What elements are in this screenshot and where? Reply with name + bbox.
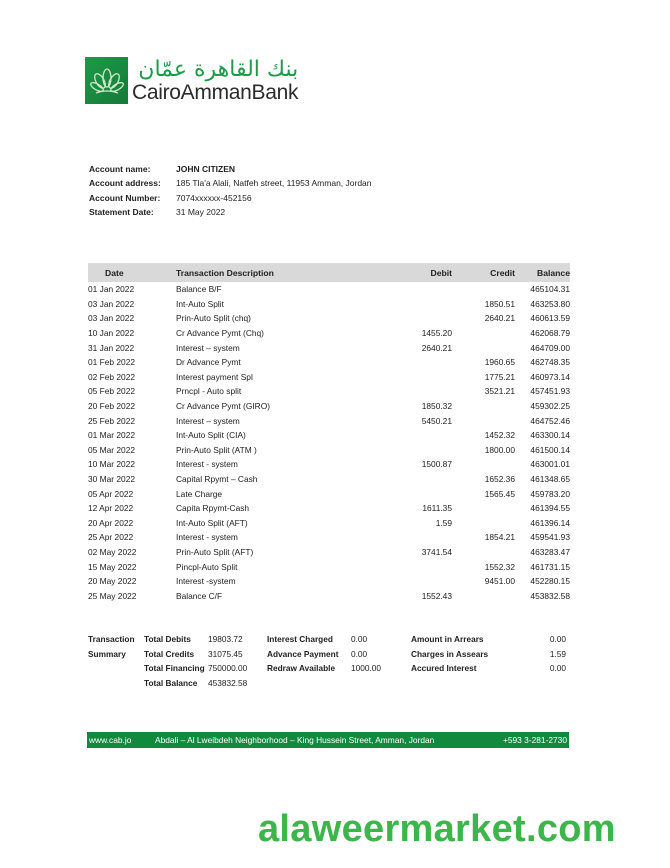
cell-credit: 1452.32: [484, 430, 515, 441]
account-address-row: [89, 176, 372, 190]
cell-balance: 463300.14: [530, 430, 570, 441]
statement-date-label: Statement Date:: [89, 207, 154, 218]
cell-description: Interest – system: [176, 342, 240, 353]
cell-debit: 1552.43: [421, 590, 452, 601]
cell-balance: 464752.46: [530, 415, 570, 426]
cell-date: 25 Feb 2022: [88, 415, 136, 426]
table-row: [88, 413, 570, 428]
cell-date: 20 Feb 2022: [88, 401, 136, 412]
bank-name-prefix: CairoAmman: [132, 80, 252, 104]
table-row: [88, 340, 570, 355]
cell-date: 05 Mar 2022: [88, 444, 136, 455]
cell-description: Interest -system: [176, 576, 236, 587]
transactions-table: [88, 263, 570, 603]
cell-description: Int-Auto Split: [176, 298, 224, 309]
table-row: [88, 588, 570, 603]
cell-credit: 1775.21: [484, 371, 515, 382]
cell-date: 01 Feb 2022: [88, 357, 136, 368]
cell-credit: 1800.00: [484, 444, 515, 455]
cell-description: Prin-Auto Split (AFT): [176, 546, 254, 557]
cell-description: Dr Advance Pymt: [176, 357, 241, 368]
cell-description: Balance C/F: [176, 590, 223, 601]
table-row: [88, 311, 570, 326]
cell-balance: 461396.14: [530, 517, 570, 528]
redraw-available-label: Redraw Available: [267, 663, 336, 674]
total-balance-value: 453832.58: [208, 678, 248, 689]
account-details: [89, 162, 372, 219]
header-balance: Balance: [537, 267, 570, 278]
transaction-summary: [88, 632, 566, 690]
cell-credit: 1850.51: [484, 298, 515, 309]
account-name-row: [89, 162, 372, 176]
cell-description: Cr Advance Pymt (Chq): [176, 328, 264, 339]
total-balance-label: Total Balance: [144, 678, 198, 689]
accrued-interest-value: 0.00: [549, 663, 566, 674]
cell-balance: 462068.79: [530, 328, 570, 339]
footer-address: Abdali – Al Lweibdeh Neighborhood – King Hussein Street, Amman, Jordan: [155, 735, 435, 745]
table-row: [88, 530, 570, 545]
cell-description: Cr Advance Pymt (GIRO): [176, 401, 271, 412]
advance-payment-value: 0.00: [351, 648, 368, 659]
total-financing-label: Total Financing: [144, 663, 205, 674]
summary-row: [88, 676, 566, 691]
table-row: [88, 457, 570, 472]
cell-balance: 462748.35: [530, 357, 570, 368]
table-row: [88, 370, 570, 385]
table-row: [88, 326, 570, 341]
total-credits-label: Total Credits: [144, 648, 195, 659]
cell-balance: 461500.14: [530, 444, 570, 455]
header-date: Date: [105, 267, 124, 278]
bank-logo: [85, 57, 298, 104]
cell-balance: 457451.93: [530, 386, 570, 397]
cell-balance: 463253.80: [530, 298, 570, 309]
cell-description: Balance B/F: [176, 284, 222, 295]
advance-payment-label: Advance Payment: [267, 648, 339, 659]
cell-balance: 459541.93: [530, 532, 570, 543]
cell-date: 10 Mar 2022: [88, 459, 136, 470]
table-row: [88, 355, 570, 370]
footer-website-link[interactable]: www.cab.jo: [89, 735, 132, 745]
cell-date: 02 Feb 2022: [88, 371, 136, 382]
cell-debit: 2640.21: [421, 342, 452, 353]
cell-date: 31 Jan 2022: [88, 342, 135, 353]
cell-balance: 459302.25: [530, 401, 570, 412]
summary-heading-line2: Summary: [88, 648, 126, 659]
cell-debit: 1611.35: [422, 503, 452, 514]
table-row: [88, 574, 570, 589]
cell-description: Capita Rpymt-Cash: [176, 503, 250, 514]
total-credits-value: 31075.45: [208, 648, 243, 659]
table-row: [88, 501, 570, 516]
cell-balance: 461348.65: [530, 474, 570, 485]
total-financing-value: 750000.00: [208, 663, 248, 674]
cell-balance: 452280.15: [530, 576, 570, 587]
table-row: [88, 399, 570, 414]
cell-date: 01 Jan 2022: [88, 284, 135, 295]
cell-date: 01 Mar 2022: [88, 430, 136, 441]
lotus-leaf-icon: [85, 57, 128, 104]
table-row: [88, 486, 570, 501]
cell-debit: 1455.20: [421, 328, 452, 339]
cell-date: 05 Apr 2022: [88, 488, 134, 499]
cell-date: 10 Jan 2022: [88, 328, 135, 339]
account-number-value: 7074xxxxxx-452156: [176, 192, 252, 203]
cell-date: 03 Jan 2022: [88, 313, 135, 324]
cell-balance: 460973.14: [530, 371, 570, 382]
cell-description: Interest - system: [176, 459, 238, 470]
cell-description: Pincpl-Auto Split: [176, 561, 238, 572]
cell-balance: 459783.20: [530, 488, 570, 499]
cell-credit: 9451.00: [484, 576, 515, 587]
accrued-interest-label: Accured Interest: [411, 663, 477, 674]
cell-debit: 1.59: [435, 517, 452, 528]
bank-name-arabic: بنك القاهرة عمّان: [138, 56, 299, 82]
charges-in-arrears-label: Charges in Assears: [411, 648, 489, 659]
account-number-row: [89, 191, 372, 205]
table-row: [88, 559, 570, 574]
interest-charged-value: 0.00: [351, 634, 368, 645]
table-row: [88, 516, 570, 531]
table-row: [88, 428, 570, 443]
cell-date: 30 Mar 2022: [88, 474, 136, 485]
cell-date: 25 May 2022: [88, 590, 137, 601]
cell-balance: 461394.55: [530, 503, 570, 514]
cell-description: Interest payment Spl: [176, 371, 253, 382]
cell-balance: 465104.31: [530, 284, 570, 295]
table-header: [88, 263, 570, 282]
account-address-label: Account address:: [89, 178, 161, 189]
bank-name-suffix: Bank: [251, 80, 299, 104]
summary-row: [88, 661, 566, 676]
table-row: [88, 472, 570, 487]
amount-in-arrears-value: 0.00: [549, 634, 566, 645]
header-description: Transaction Description: [176, 267, 274, 278]
cell-description: Int-Auto Split (CIA): [176, 430, 246, 441]
charges-in-arrears-value: 1.59: [549, 648, 566, 659]
cell-balance: 453832.58: [530, 590, 570, 601]
interest-charged-label: Interest Charged: [267, 634, 333, 645]
cell-credit: 1960.65: [484, 357, 515, 368]
cell-description: Late Charge: [176, 488, 223, 499]
cell-credit: 1565.45: [484, 488, 515, 499]
cell-date: 20 May 2022: [88, 576, 137, 587]
cell-description: Int-Auto Split (AFT): [176, 517, 248, 528]
cell-credit: 3521.21: [484, 386, 515, 397]
cell-date: 15 May 2022: [88, 561, 137, 572]
account-number-label: Account Number:: [89, 192, 161, 203]
cell-description: Interest - system: [176, 532, 238, 543]
account-name-label: Account name:: [89, 164, 151, 175]
cell-credit: 2640.21: [484, 313, 515, 324]
cell-date: 12 Apr 2022: [88, 503, 134, 514]
summary-row: [88, 647, 566, 662]
cell-date: 02 May 2022: [88, 546, 137, 557]
table-body: [88, 282, 570, 603]
table-row: [88, 443, 570, 458]
cell-date: 25 Apr 2022: [88, 532, 134, 543]
table-row: [88, 384, 570, 399]
footer-phone: +593 3-281-2730: [502, 735, 567, 745]
footer-bar: [87, 732, 569, 748]
cell-description: Capital Rpymt – Cash: [176, 474, 258, 485]
cell-balance: 460613.59: [530, 313, 570, 324]
cell-credit: 1854.21: [484, 532, 515, 543]
cell-credit: 1552.32: [484, 561, 515, 572]
cell-debit: 1850.32: [421, 401, 452, 412]
cell-description: Interest – system: [176, 415, 240, 426]
cell-debit: 5450.21: [421, 415, 452, 426]
total-debits-value: 19803.72: [208, 634, 243, 645]
cell-balance: 463283.47: [530, 546, 570, 557]
statement-date-row: [89, 205, 372, 219]
watermark-text: alaweermarket.com: [258, 808, 616, 850]
account-address-value: 185 Tla'a Alali, Natfeh street, 11953 Amman, Jordan: [176, 178, 372, 189]
statement-date-value: 31 May 2022: [176, 207, 226, 218]
table-row: [88, 297, 570, 312]
summary-row: [88, 632, 566, 647]
cell-date: 03 Jan 2022: [88, 298, 135, 309]
header-debit: Debit: [430, 267, 452, 278]
cell-balance: 461731.15: [530, 561, 570, 572]
total-debits-label: Total Debits: [144, 634, 191, 645]
cell-debit: 1500.87: [421, 459, 452, 470]
cell-balance: 464709.00: [530, 342, 570, 353]
cell-description: Prin-Auto Split (ATM ): [176, 444, 257, 455]
table-row: [88, 282, 570, 297]
header-credit: Credit: [490, 267, 515, 278]
cell-description: Prin-Auto Split (chq): [176, 313, 251, 324]
cell-description: Prncpl - Auto split: [176, 386, 242, 397]
amount-in-arrears-label: Amount in Arrears: [411, 634, 484, 645]
table-row: [88, 545, 570, 560]
cell-date: 05 Feb 2022: [88, 386, 136, 397]
cell-credit: 1652.36: [484, 474, 515, 485]
account-name-value: JOHN CITIZEN: [176, 164, 236, 175]
bank-name-english: [132, 82, 298, 104]
summary-heading-line1: Transaction: [88, 634, 135, 645]
cell-debit: 3741.54: [421, 546, 452, 557]
cell-balance: 463001.01: [530, 459, 570, 470]
redraw-available-value: 1000.00: [351, 663, 381, 674]
cell-date: 20 Apr 2022: [88, 517, 134, 528]
